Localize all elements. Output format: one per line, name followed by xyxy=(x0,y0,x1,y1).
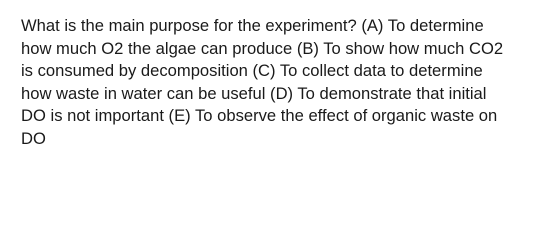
question-text: What is the main purpose for the experiment? (A) To determine how much O2 the algae can produce (B) To show how much CO2 is consumed by decomposition (C) To collect data to determine how waste in water can be useful (D) To demonstrate that initial DO is not important (E) To observe the effect of organic waste on DO xyxy=(21,16,504,148)
